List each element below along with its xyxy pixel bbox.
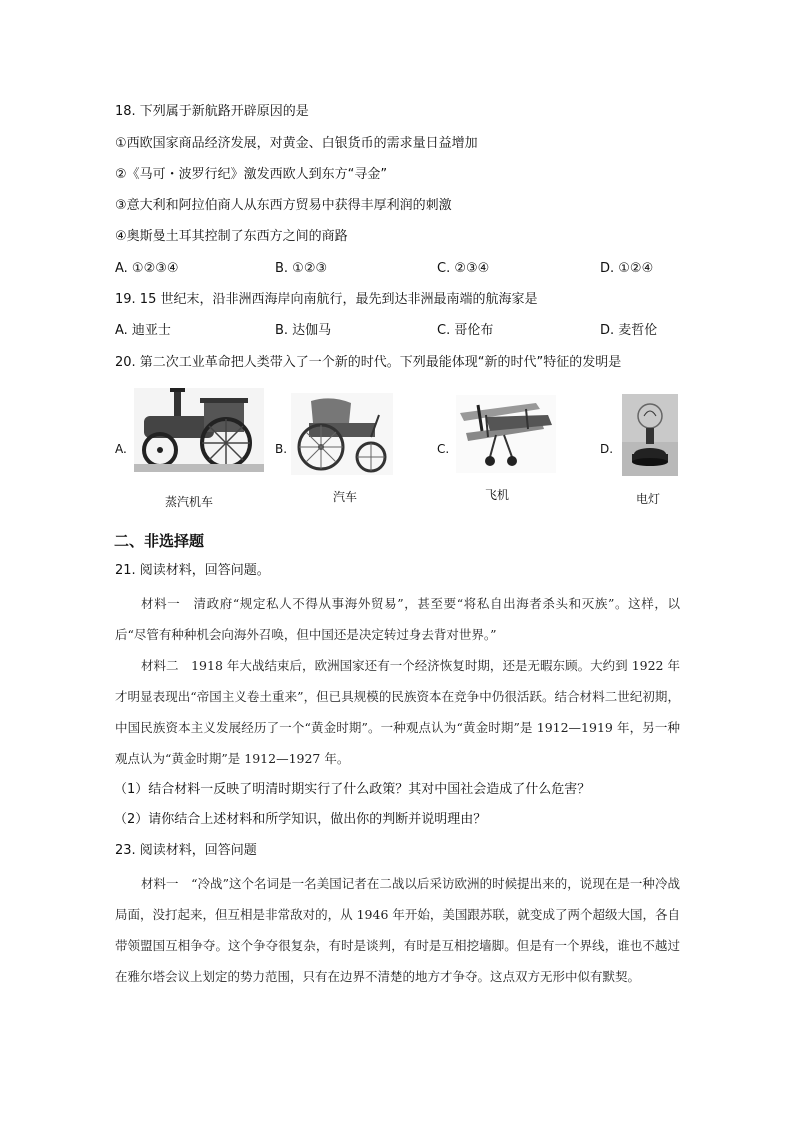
q18-option-c: C. ②③④ [437, 261, 490, 276]
q20-stem: 20. 第二次工业革命把人类带入了一个新的时代。下列最能体现“新的时代”特征的发明是 [115, 355, 622, 370]
q18-option-a: A. ①②③④ [115, 261, 179, 276]
q20-option-b-caption: 汽车 [333, 490, 358, 504]
q18-stem: 18. 下列属于新航路开辟原因的是 [115, 104, 309, 119]
q20-option-c-letter: C. [437, 442, 450, 456]
q19-option-d: D. 麦哲伦 [600, 323, 658, 338]
q20-option-b-letter: B. [275, 442, 288, 456]
q21-sub-question-2: （2）请你结合上述材料和所学知识，做出你的判断并说明理由？ [114, 812, 487, 827]
q18-option-d: D. ①②④ [600, 261, 654, 276]
q18-item-1: ①西欧国家商品经济发展，对黄金、白银货币的需求量日益增加 [115, 136, 478, 151]
q20-option-a-caption: 蒸汽机车 [165, 495, 214, 509]
q18-option-b: B. ①②③ [275, 261, 328, 276]
q20-option-a-letter: A. [115, 442, 127, 456]
q23-material-1-text: 材料一 “冷战”这个名词是一名美国记者在二战以后采访欧洲的时候提出来的，说现在是一种冷战局面，没打起来，但互相是非常敌对的，从 1946 年开始，美国跟苏联，就变成了两个超级大国，各自带领盟国互相争夺。这个争夺很复杂，有时是谈判，有时是互相挖墙脚。但是有一个界线，谁也不越过在雅尔塔会议上划定的势力范围，只有在边界不清楚的地方才争夺。这点双方无形中似有默契。 [115, 876, 680, 984]
q20-option-d-caption: 电灯 [636, 492, 661, 506]
q21-material-2-text: 材料二 1918 年大战结束后，欧洲国家还有一个经济恢复时期，还是无暇东顾。大约到 1922 年才明显表现出“帝国主义卷土重来”，但已具规模的民族资本在竞争中仍很活跃。结合材料二世纪初期，中国民族资本主义发展经历了一个“黄金时期”。一种观点认为“黄金时期”是 1912—1919 年，另一种观点认为“黄金时期”是 1912—1927 年。 [115, 658, 680, 766]
biplane-image [456, 395, 556, 473]
q19-stem: 19. 15 世纪末，沿非洲西海岸向南航行，最先到达非洲最南端的航海家是 [115, 292, 538, 307]
q21-stem: 21. 阅读材料，回答问题。 [115, 563, 270, 578]
automobile-image [291, 393, 393, 475]
q21-material-1-text: 材料一 清政府“规定私人不得从事海外贸易”，甚至要“将私自出海者杀头和灭族”。这样，以后“尽管有种种机会向海外召唤，但中国还是决定转过身去背对世界。” [115, 596, 680, 642]
q18-item-2: ②《马可・波罗行纪》激发西欧人到东方“寻金” [115, 167, 388, 182]
q20-option-c-caption: 飞机 [485, 488, 510, 502]
q19-option-b: B. 达伽马 [275, 323, 332, 338]
q20-option-d-letter: D. [600, 442, 614, 456]
steam-tractor-image [134, 388, 264, 472]
section-title: 二、非选择题 [114, 532, 205, 550]
q18-item-3: ③意大利和阿拉伯商人从东西方贸易中获得丰厚利润的刺激 [115, 198, 452, 213]
q18-item-4: ④奥斯曼土耳其控制了东西方之间的商路 [115, 229, 348, 244]
light-bulb-image [622, 394, 678, 476]
q23-material-1 [115, 868, 680, 992]
q19-option-c: C. 哥伦布 [437, 323, 494, 338]
q21-sub-question-1: （1）结合材料一反映了明清时期实行了什么政策？其对中国社会造成了什么危害？ [114, 782, 591, 797]
q23-stem: 23. 阅读材料，回答问题 [115, 843, 257, 858]
q19-option-a: A. 迪亚士 [115, 323, 171, 338]
q21-material-2 [115, 650, 680, 774]
q21-material-1 [115, 588, 680, 650]
